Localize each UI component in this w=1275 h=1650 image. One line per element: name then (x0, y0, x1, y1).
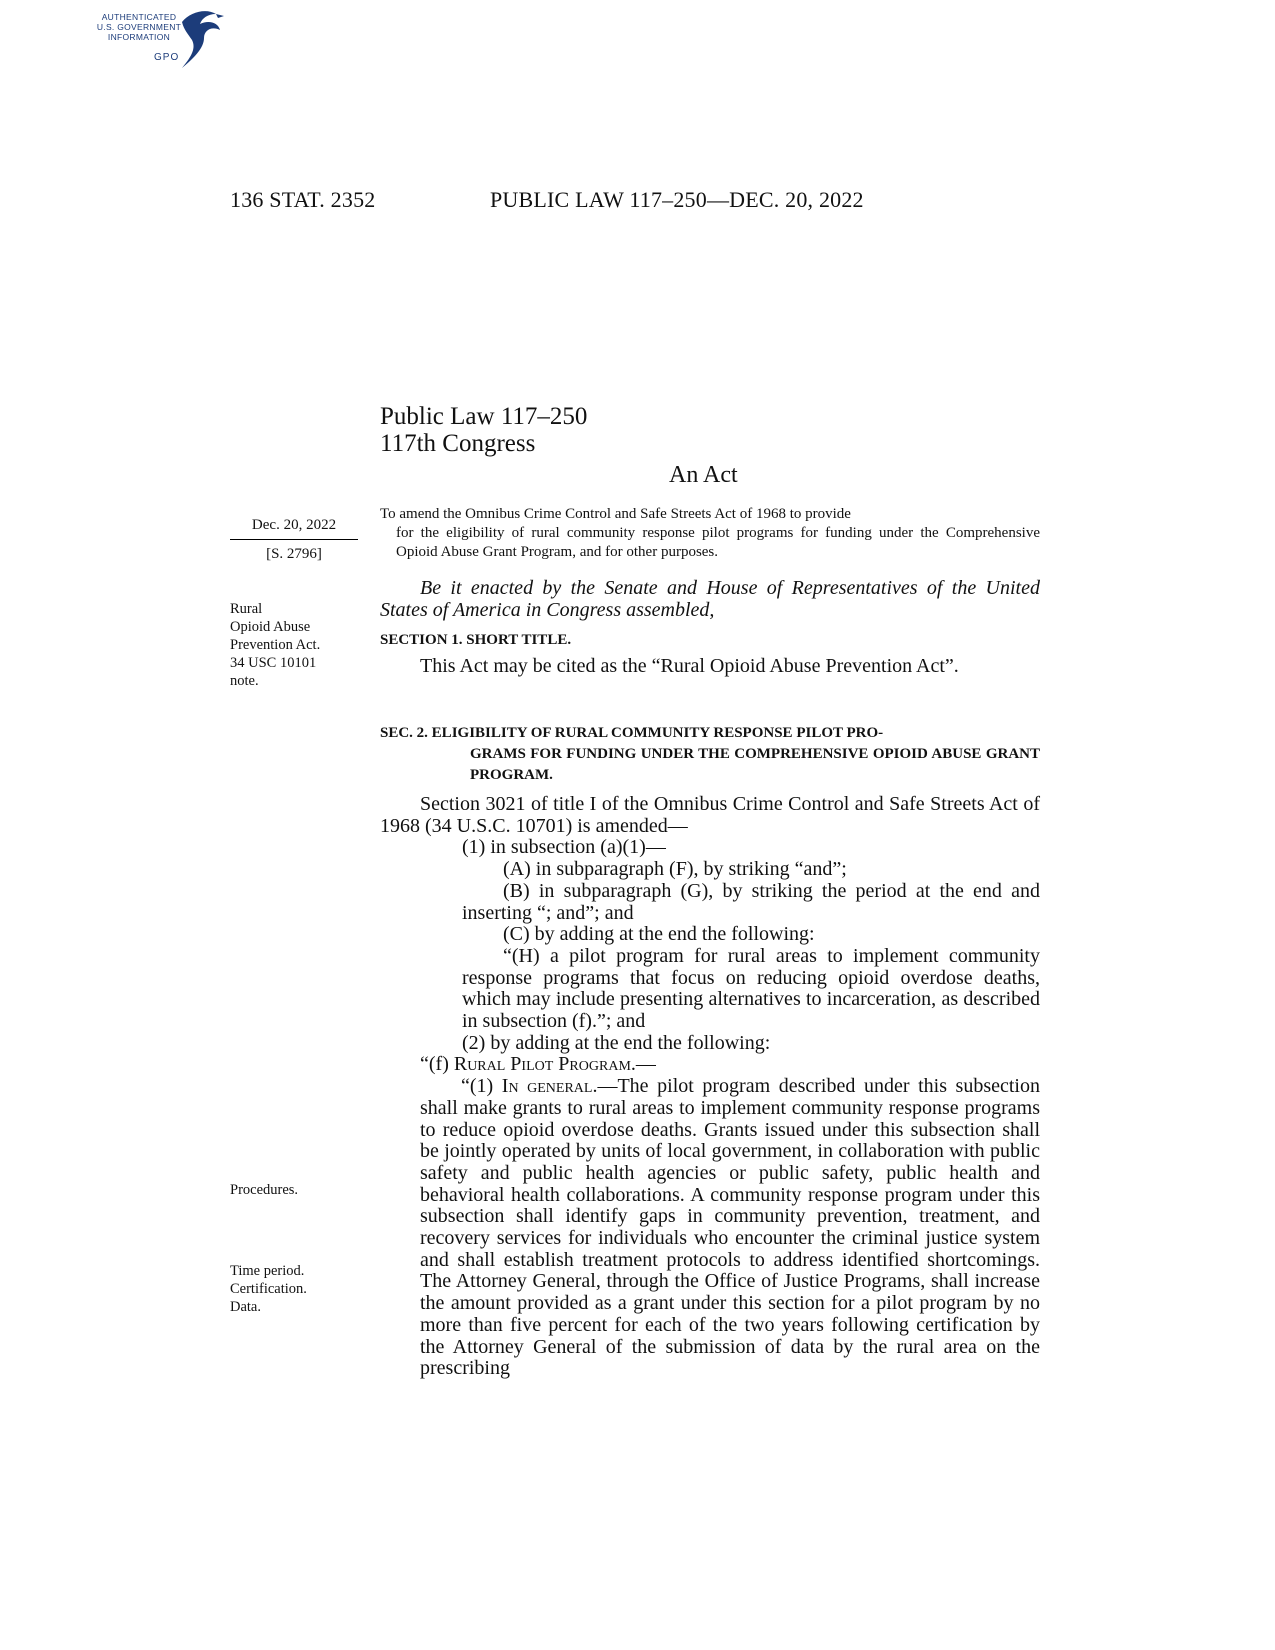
margin-note-line: Prevention Act. (230, 637, 321, 653)
margin-note-line: Time period. (230, 1263, 305, 1279)
section-2-intro: Section 3021 of title I of the Omnibus Crime Control and Safe Streets Act of 1968 (34 U.S.C. 10701) is amended— (380, 793, 1040, 837)
paragraph-1: (1) in subsection (a)(1)— (462, 836, 666, 859)
enactment-date-box (230, 515, 358, 566)
margin-note-line: note. (230, 673, 259, 689)
subparagraph-b: (B) in subparagraph (G), by striking the period at the end and inserting “; and”; and (462, 879, 1040, 924)
an-act-heading: An Act (669, 462, 738, 488)
margin-note-line: Opioid Abuse (230, 619, 311, 635)
section-2-heading (380, 723, 1040, 786)
act-purpose (380, 505, 1040, 562)
section-1-text: This Act may be cited as the “Rural Opioid Abuse Prevention Act”. (420, 655, 959, 677)
logo-line-authenticated: AUTHENTICATED (101, 12, 177, 22)
margin-note-line: Rural (230, 601, 263, 617)
section-2-heading-continuation: GRAMS FOR FUNDING UNDER THE COMPREHENSIVE OPIOID ABUSE GRANT PROGRAM. (470, 746, 1040, 783)
bill-number: [S. 2796] (266, 546, 322, 562)
margin-note-time-certification-data (230, 1262, 307, 1316)
subparagraph-c: (C) by adding at the end the following: (503, 923, 815, 946)
margin-note-procedures: Procedures. (230, 1182, 299, 1198)
gpo-authentication-logo (92, 8, 232, 74)
subsection-f-heading: “(f) Rural Pilot Program.— (420, 1053, 656, 1076)
subparagraph-a: (A) in subparagraph (F), by striking “and”; (503, 858, 847, 881)
section-2-body (380, 794, 1040, 1380)
section-1-heading: SECTION 1. SHORT TITLE. (380, 632, 572, 648)
margin-note-short-title (230, 600, 320, 690)
purpose-first-line: To amend the Omnibus Crime Control and Safe Streets Act of 1968 to provide (380, 506, 851, 522)
logo-gpo-text: GPO (154, 52, 180, 63)
paragraph-2: (2) by adding at the end the following: (462, 1031, 771, 1054)
public-law-number: Public Law 117–250 (380, 403, 588, 430)
enactment-date: Dec. 20, 2022 (230, 515, 358, 540)
subparagraph-h: “(H) a pilot program for rural areas to implement community response programs that focus on reducing opioid overdose deaths, which may include presenting alternatives to incarceration, as described in subsection (f).”; and (462, 944, 1040, 1033)
section-2-heading-first-line: SEC. 2. ELIGIBILITY OF RURAL COMMUNITY RESPONSE PILOT PRO- (380, 725, 884, 741)
margin-note-line: Certification. (230, 1281, 307, 1297)
page-number: 136 STAT. 2352 (230, 187, 376, 212)
congress-number: 117th Congress (380, 430, 536, 457)
running-header: PUBLIC LAW 117–250—DEC. 20, 2022 (490, 187, 864, 212)
paragraph-1-in-general: “(1) In general.—The pilot program described under this subsection shall make grants to rural areas to implement community response programs to reduce opioid overdose deaths. Grants issued under this subsection shall be jointly operated by units of local government, in collaboration with public safety and public health agencies or public safety, public health and behavioral health collaborations. A community response program under this subsection shall identify gaps in community prevention, treatment, and recovery services for individuals who encounter the criminal justice system and shall establish treatment protocols to address identified shortcomings. The Attorney General, through the Office of Justice Programs, shall increase the amount provided as a grant under this section for a pilot program by no more than five percent for each of the two years following certification by the Attorney General of the submission of data by the rural area on the prescribing (420, 1075, 1040, 1380)
purpose-continuation: for the eligibility of rural community response pilot programs for funding under the Comprehensive Opioid Abuse Grant Program, and for other purposes. (396, 525, 1040, 560)
logo-line-information: INFORMATION (107, 32, 171, 42)
eagle-icon (172, 8, 232, 74)
enacting-clause: Be it enacted by the Senate and House of Representatives of the United States of America in Congress assembled, (380, 577, 1040, 621)
margin-note-line: 34 USC 10101 (230, 655, 317, 671)
margin-note-line: Data. (230, 1299, 261, 1315)
logo-line-government: U.S. GOVERNMENT (96, 22, 182, 32)
